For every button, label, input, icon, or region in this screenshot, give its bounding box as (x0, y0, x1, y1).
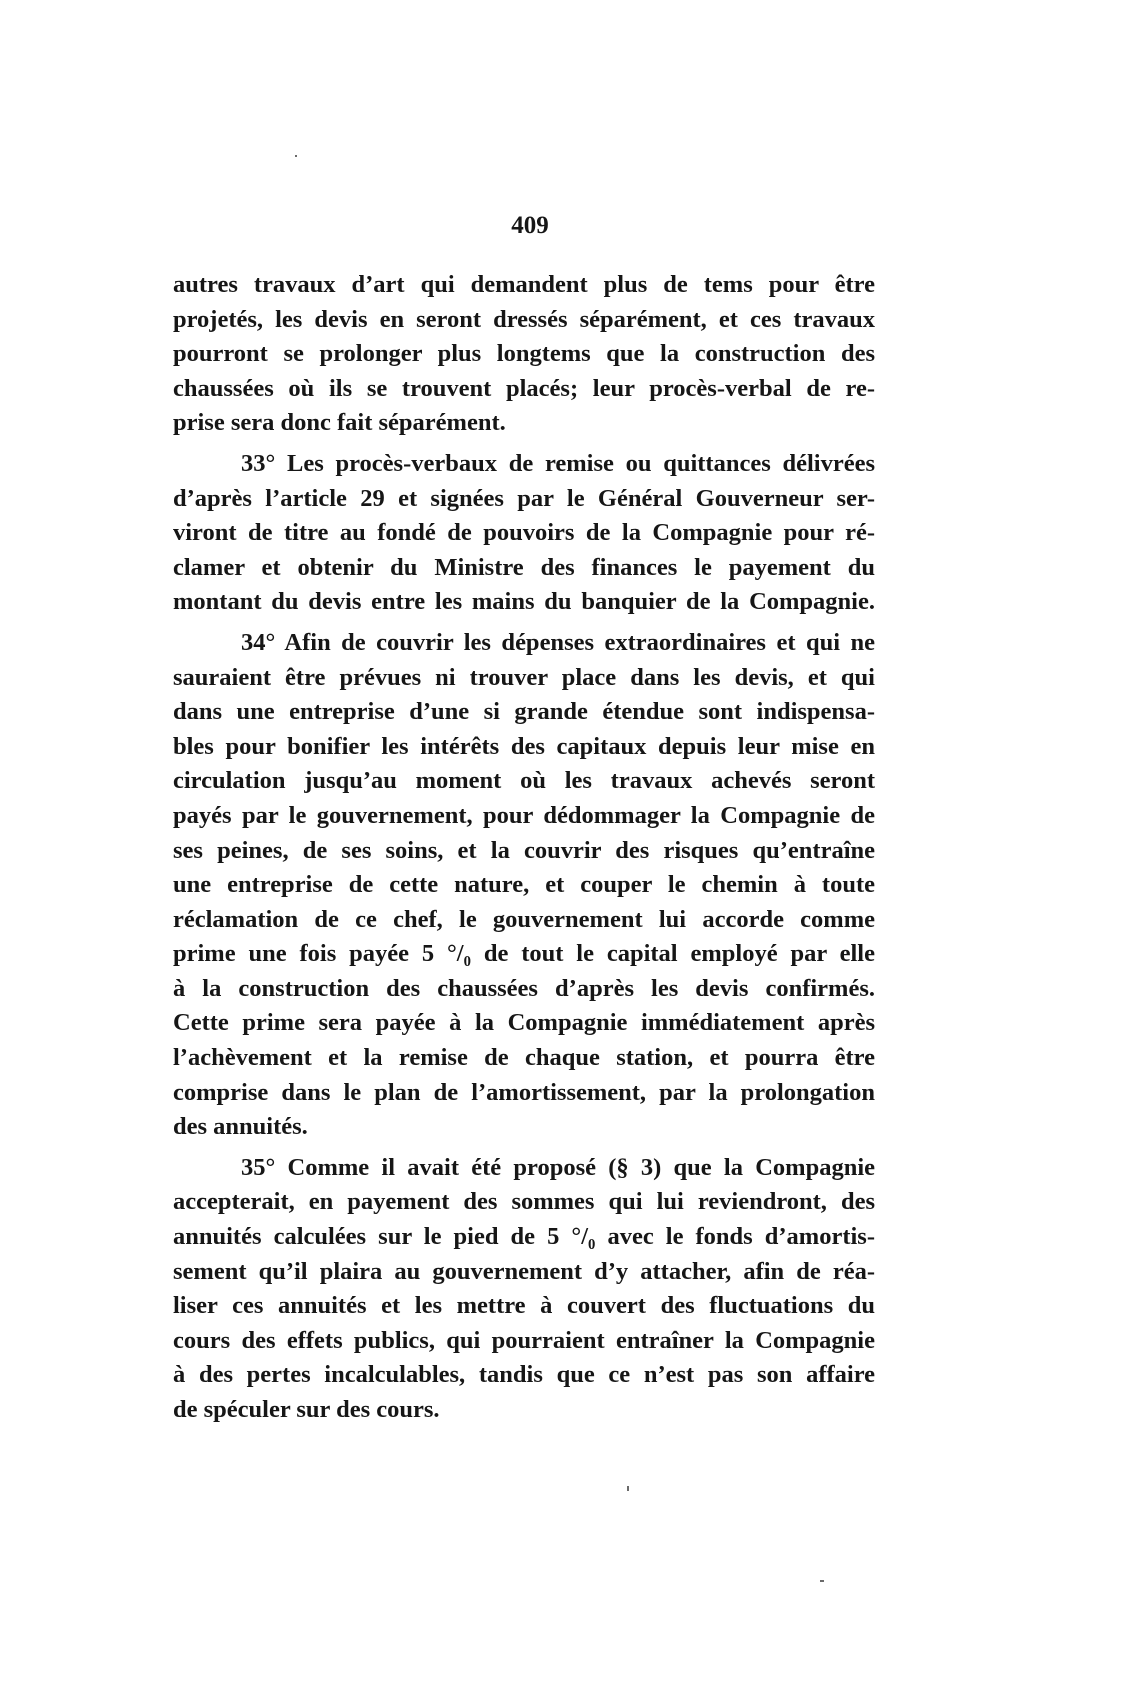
text-line: bles pour bonifier les intérêts des capitaux depuis leur mise en (173, 732, 875, 760)
text-line: payés par le gouvernement, pour dédommager la Compagnie de (173, 801, 875, 829)
text-line: à des pertes incalculables, tandis que ce n’est pas son affaire (173, 1361, 875, 1389)
text-line: sement qu’il plaira au gouvernement d’y attacher, afin de réa- (173, 1257, 875, 1285)
page-number: 409 (511, 212, 549, 239)
text-line: annuités calculées sur le pied de 5 °/₀ avec le fonds d’amortis- (173, 1223, 875, 1251)
text-line: une entreprise de cette nature, et couper le chemin à toute (173, 871, 875, 899)
text-line: prise sera donc fait séparément. (173, 409, 506, 437)
text-line: comprise dans le plan de l’amortissement, par la prolongation (173, 1078, 875, 1106)
text-line: pourront se prolonger plus longtems que la construction des (173, 340, 875, 368)
text-line: viront de titre au fondé de pouvoirs de la Compagnie pour ré- (173, 519, 875, 547)
scan-speck (295, 155, 297, 157)
paragraph-35-start: 35° Comme il avait été proposé (§ 3) que la Compagnie (241, 1153, 875, 1181)
scan-speck (627, 1486, 629, 1491)
text-line: ses peines, de ses soins, et la couvrir des risques qu’entraîne (173, 836, 875, 864)
text-line: de spéculer sur des cours. (173, 1396, 440, 1423)
paragraph-33-start: 33° Les procès-verbaux de remise ou quittances délivrées (241, 449, 875, 477)
text-line: liser ces annuités et les mettre à couvert des fluctuations du (173, 1292, 875, 1320)
text-line: réclamation de ce chef, le gouvernement lui accorde comme (173, 905, 875, 933)
text-line: autres travaux d’art qui demandent plus de tems pour être (173, 271, 875, 298)
text-line: chaussées où ils se trouvent placés; leur procès-verbal de re- (173, 374, 875, 402)
text-line: montant du devis entre les mains du banquier de la Compagnie. (173, 588, 875, 616)
scan-speck (820, 1580, 824, 1582)
text-line: sauraient être prévues ni trouver place dans les devis, et qui (173, 663, 875, 691)
paragraph-34-start: 34° Afin de couvrir les dépenses extraordinaires et qui ne (241, 628, 875, 656)
text-line: cours des effets publics, qui pourraient entraîner la Compagnie (173, 1326, 875, 1354)
text-line: l’achèvement et la remise de chaque station, et pourra être (173, 1044, 875, 1072)
text-line: dans une entreprise d’une si grande étendue sont indispensa- (173, 698, 875, 726)
text-line: d’après l’article 29 et signées par le Général Gouverneur ser- (173, 484, 875, 512)
text-line: prime une fois payée 5 °/₀ de tout le capital employé par elle (173, 940, 875, 968)
text-line: Cette prime sera payée à la Compagnie immédiatement après (173, 1009, 875, 1037)
text-line: projetés, les devis en seront dressés séparément, et ces travaux (173, 305, 875, 333)
body-text (173, 268, 875, 1428)
text-line: clamer et obtenir du Ministre des finances le payement du (173, 553, 875, 581)
text-line: accepterait, en payement des sommes qui lui reviendront, des (173, 1188, 875, 1216)
text-line: des annuités. (173, 1113, 308, 1141)
text-line: circulation jusqu’au moment où les travaux achevés seront (173, 767, 875, 795)
text-line: à la construction des chaussées d’après les devis confirmés. (173, 974, 875, 1002)
